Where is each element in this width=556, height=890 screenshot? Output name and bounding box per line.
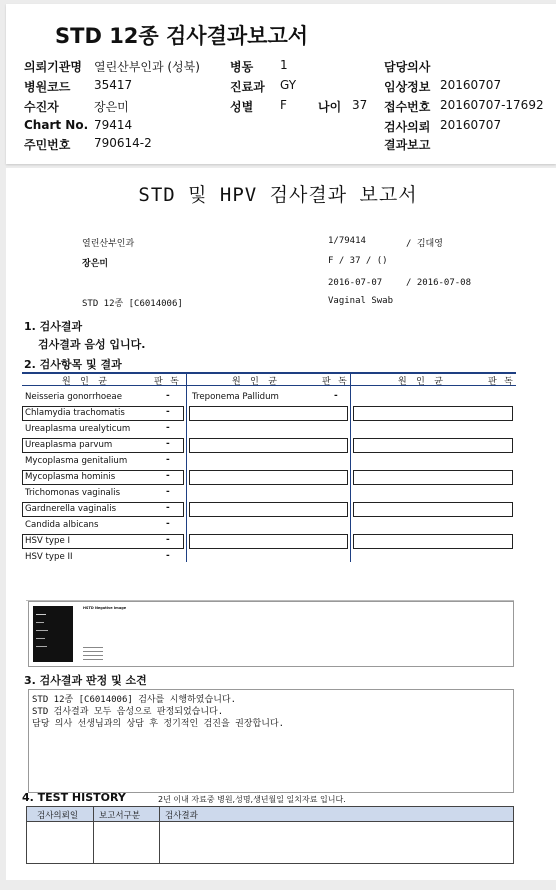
summary-value: 1 xyxy=(280,58,288,72)
summary-label: 수진자 xyxy=(24,100,59,114)
sex-age: F / 37 / () xyxy=(328,256,388,266)
summary-label: 주민번호 xyxy=(24,138,71,152)
summary-label: 나이 xyxy=(318,100,342,114)
pathogen-name: Candida albicans xyxy=(25,520,99,530)
gel-image-title: HSTD Negative Image xyxy=(83,606,127,610)
empty-result-cell xyxy=(189,470,348,485)
empty-result-cell xyxy=(353,438,513,453)
col-judge-2: 판 독 xyxy=(322,377,348,387)
col-pathogen-3: 원 인 균 xyxy=(398,377,445,387)
finding-line-2: STD 검사결과 모두 음성으로 판정되었습니다. xyxy=(32,707,224,717)
gel-image xyxy=(33,606,73,662)
pathogen-result: - xyxy=(334,391,338,401)
pathogen-name: HSV type I xyxy=(25,536,70,546)
summary-label: 성별 xyxy=(230,100,254,114)
summary-value: 790614-2 xyxy=(94,136,152,150)
history-col-result: 검사결과 xyxy=(165,811,198,821)
empty-result-cell xyxy=(353,406,513,421)
report-title: STD 및 HPV 검사결과 보고서 xyxy=(138,184,418,206)
pathogen-name: Chlamydia trachomatis xyxy=(25,408,125,418)
summary-label: 담당의사 xyxy=(384,60,431,74)
clinic-name: 열린산부인과 xyxy=(82,239,135,249)
pathogen-result: - xyxy=(166,439,170,449)
pathogen-name: Mycoplasma genitalium xyxy=(25,456,128,466)
summary-value: 20160707 xyxy=(440,118,502,132)
date-to: / 2016-07-08 xyxy=(406,278,472,288)
col-judge-1: 판 독 xyxy=(154,377,180,387)
summary-value: 37 xyxy=(352,98,368,112)
specimen: Vaginal Swab xyxy=(328,296,394,306)
summary-value: F xyxy=(280,98,287,112)
history-note: 2년 이내 자료중 병원,성명,생년월일 일치자료 입니다. xyxy=(158,795,346,804)
pathogen-result: - xyxy=(166,391,170,401)
summary-label: 병동 xyxy=(230,60,254,74)
finding-line-1: STD 12종 [C6014006] 검사를 시행하였습니다. xyxy=(32,695,237,705)
summary-label: 의뢰기관명 xyxy=(24,60,82,74)
section1-result: 검사결과 음성 입니다. xyxy=(38,338,146,351)
history-col-date: 검사의뢰일 xyxy=(37,811,79,821)
doctor-name: / 김대영 xyxy=(406,239,443,249)
pathogen-name: HSV type II xyxy=(25,552,73,562)
section1-title: 1. 검사결과 xyxy=(24,320,83,333)
pathogen-result: - xyxy=(166,487,170,497)
table-col-divider-2 xyxy=(350,372,351,562)
summary-label: 결과보고 xyxy=(384,138,431,152)
table-col-divider-1 xyxy=(186,372,187,562)
pathogen-name: Mycoplasma hominis xyxy=(25,472,116,482)
summary-label: 접수번호 xyxy=(384,100,431,114)
pathogen-result: - xyxy=(166,407,170,417)
empty-result-cell xyxy=(353,502,513,517)
pathogen-name: Gardnerella vaginalis xyxy=(25,504,117,514)
summary-value: GY xyxy=(280,78,297,92)
empty-result-cell xyxy=(189,534,348,549)
history-table xyxy=(26,806,514,864)
summary-title: STD 12종 검사결과보고서 xyxy=(55,24,309,48)
pathogen-result: - xyxy=(166,455,170,465)
pathogen-name: Ureaplasma urealyticum xyxy=(25,424,131,434)
summary-value: 35417 xyxy=(94,78,133,92)
empty-result-cell xyxy=(353,534,513,549)
gel-legend xyxy=(83,644,103,662)
section4-title: 4. TEST HISTORY xyxy=(22,791,126,804)
empty-result-cell xyxy=(189,502,348,517)
col-pathogen-1: 원 인 균 xyxy=(62,377,109,387)
gel-image-frame xyxy=(28,601,514,667)
summary-value: 열린산부인과 (성북) xyxy=(94,60,200,74)
chart-number: 1/79414 xyxy=(328,236,366,246)
empty-result-cell xyxy=(189,406,348,421)
col-pathogen-2: 원 인 균 xyxy=(232,377,279,387)
section2-title: 2. 검사항목 및 결과 xyxy=(24,358,122,371)
pathogen-result: - xyxy=(166,423,170,433)
empty-result-cell xyxy=(189,438,348,453)
summary-label: 병원코드 xyxy=(24,80,71,94)
section3-title: 3. 검사결과 판정 및 소견 xyxy=(24,674,147,687)
pathogen-name: Neisseria gonorrhoeae xyxy=(25,392,122,402)
pathogen-result: - xyxy=(166,503,170,513)
summary-value: 20160707-17692 xyxy=(440,98,544,112)
date-from: 2016-07-07 xyxy=(328,278,383,288)
summary-label: 임상정보 xyxy=(384,80,431,94)
summary-value: 장은미 xyxy=(94,100,129,114)
pathogen-result: - xyxy=(166,471,170,481)
summary-value: 20160707 xyxy=(440,78,502,92)
pathogen-result: - xyxy=(166,519,170,529)
finding-line-3: 담당 의사 선생님과의 상담 후 정기적인 검진을 권장합니다. xyxy=(32,719,285,729)
pathogen-result: - xyxy=(166,535,170,545)
patient-name: 장은미 xyxy=(82,259,109,269)
test-code: STD 12종 [C6014006] xyxy=(82,299,183,309)
pathogen-name: Ureaplasma parvum xyxy=(25,440,113,450)
empty-result-cell xyxy=(353,470,513,485)
summary-label: 검사의뢰 xyxy=(384,120,431,134)
summary-label: Chart No. xyxy=(24,118,89,132)
history-col-type: 보고서구분 xyxy=(99,811,141,821)
pathogen-result: - xyxy=(166,551,170,561)
summary-label: 진료과 xyxy=(230,80,265,94)
pathogen-name: Trichomonas vaginalis xyxy=(25,488,121,498)
summary-value: 79414 xyxy=(94,118,133,132)
pathogen-name: Treponema Pallidum xyxy=(192,392,279,402)
col-judge-3: 판 독 xyxy=(488,377,514,387)
